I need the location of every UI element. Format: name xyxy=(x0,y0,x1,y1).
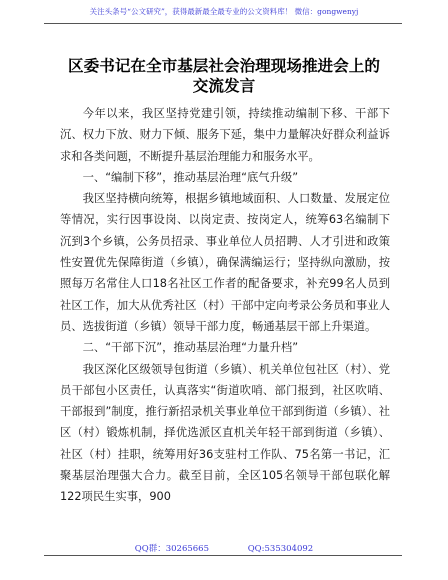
paragraph-section-1: 我区坚持横向统筹，根据乡镇地域面积、人口数量、发展定位等情况，实行因事设岗、以岗定责、按岗定人，统筹63名编制下沉到3个乡镇，公务员招录、事业单位人员招聘、人才引进和政策性安置优先保障街道（乡镇），确保满编运行；坚持纵向激励，按照每万名常住人口18名社区工作者的配备要求，补充99名人员到社区工作，加大从优秀社区（村）干部中定向考录公务员和事业人员、选拔街道（乡镇）领导干部力度，畅通基层干部上升渠道。 xyxy=(60,192,390,333)
section-heading-2: 二、“干部下沉”，推动基层治理“力量升档” xyxy=(82,341,299,355)
paragraph-section-2: 我区深化区级领导包街道（乡镇）、机关单位包社区（村）、党员干部包小区责任，认真落实“街道吹哨、部门报到，社区吹哨、干部报到”制度，推行新招录机关事业单位干部到街道（乡镇）、社区（村）锻炼机制，择优选派区直机关年轻干部到街道（乡镇）、社区（村）挂职，统筹用好36支驻村工作队、75名第一书记，汇聚基层治理强大合力。截至目前，全区105名领导干部包联化解122项民生实事，900 xyxy=(60,362,390,504)
paragraph-intro: 今年以来，我区坚持党建引领，持续推动编制下移、干部下沉、权力下放、财力下倾、服务下延，集中力量解决好群众利益诉求和各类问题，不断提升基层治理能力和服务水平。 xyxy=(60,107,390,163)
document-title-line-1: 区委书记在全市基层社会治理现场推进会上的 xyxy=(68,57,380,75)
document-title xyxy=(56,56,392,96)
footer-qq-group: QQ群：30265665 xyxy=(134,544,209,554)
page-header-promo: 关注头条号“公文研究”，获得最新最全最专业的公文资料库！ 微信：gongwenyj xyxy=(89,7,359,16)
page-footer-contacts xyxy=(0,542,448,554)
document-title-line-2: 交流发言 xyxy=(192,77,256,95)
footer-qq: QQ:535304092 xyxy=(247,544,314,554)
document-body xyxy=(60,103,390,508)
footer-divider xyxy=(44,555,402,556)
section-heading-1: 一、“编制下移”，推动基层治理“底气升级” xyxy=(82,170,299,184)
header-divider xyxy=(44,23,402,24)
